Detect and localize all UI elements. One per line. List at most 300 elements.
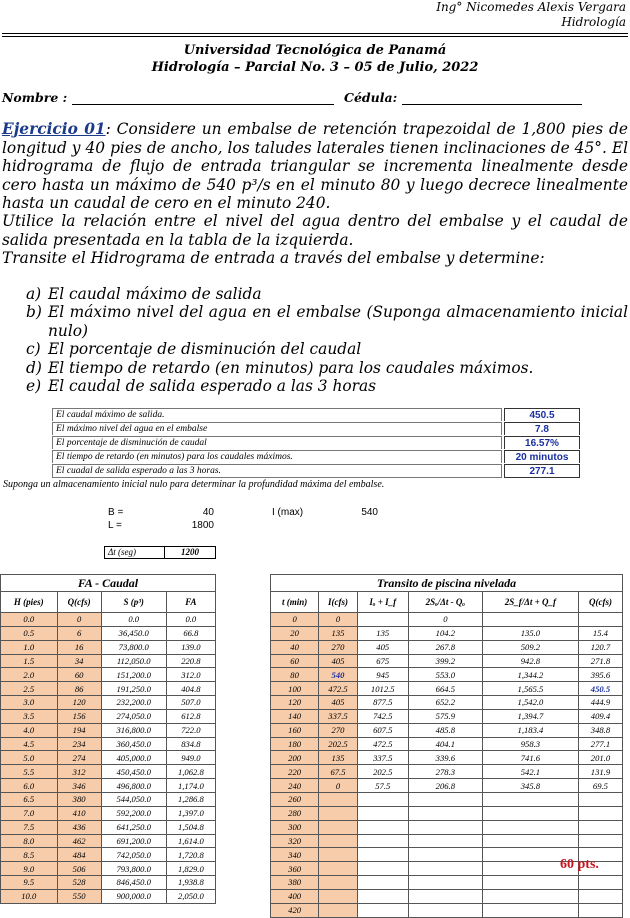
table-cell: 220 <box>271 765 319 779</box>
table-cell: 240 <box>271 779 319 793</box>
table-cell: 1,614.0 <box>166 834 215 848</box>
question-text: El porcentaje de disminución del caudal <box>48 340 362 359</box>
table-cell: 575.9 <box>408 709 482 723</box>
table-row <box>1 889 216 903</box>
table-row <box>271 723 623 737</box>
table-cell: 135 <box>357 626 408 640</box>
table-cell: 652.2 <box>408 696 482 710</box>
table-row <box>271 668 623 682</box>
table-cell: 267.8 <box>408 640 482 654</box>
table-cell: 220.8 <box>166 654 215 668</box>
table-cell <box>578 792 622 806</box>
table-cell <box>482 613 578 627</box>
table-cell: 360 <box>271 862 319 876</box>
table-row <box>1 682 216 696</box>
table-cell: 100 <box>271 682 319 696</box>
table-cell: 4.0 <box>1 723 58 737</box>
exercise-text-2: Utilice la relación entre el nivel del agua dentro del embalse y el caudal de salida presentada en la tabla de la izquierda. <box>2 212 628 249</box>
question-item <box>26 340 628 358</box>
table-row <box>271 792 623 806</box>
table-row <box>1 654 216 668</box>
table-cell <box>319 792 358 806</box>
table-cell <box>319 834 358 848</box>
fa-header-cell: H (pies) <box>1 592 58 613</box>
header-rule-bottom <box>2 36 628 37</box>
table-cell: 0.5 <box>1 626 58 640</box>
question-letter: d) <box>26 358 42 377</box>
table-cell: 675 <box>357 654 408 668</box>
table-cell: 592,200.0 <box>101 806 166 820</box>
table-cell: 156 <box>57 709 101 723</box>
table-cell <box>319 889 358 903</box>
question-letter: b) <box>26 303 42 322</box>
table-cell: 15.4 <box>578 626 622 640</box>
table-cell: 444.9 <box>578 696 622 710</box>
table-row <box>1 862 216 876</box>
table-cell: 104.2 <box>408 626 482 640</box>
table-cell: 404.8 <box>166 682 215 696</box>
result-label: El caudal máximo de salida. <box>52 408 502 421</box>
document-header <box>436 0 626 30</box>
table-row <box>1 792 216 806</box>
table-row <box>1 613 216 627</box>
table-cell: 484 <box>57 848 101 862</box>
table-cell: 2,050.0 <box>166 889 215 903</box>
table-cell: 405 <box>319 654 358 668</box>
table-cell: 400 <box>271 889 319 903</box>
question-text: El caudal de salida esperado a las 3 horas <box>48 377 377 396</box>
table-cell <box>357 613 408 627</box>
table-cell: 160 <box>271 723 319 737</box>
table-row <box>271 737 623 751</box>
table-cell: 958.3 <box>482 737 578 751</box>
table-cell: 607.5 <box>357 723 408 737</box>
table-cell: 450,450.0 <box>101 765 166 779</box>
table-cell <box>357 834 408 848</box>
table-cell: 509.2 <box>482 640 578 654</box>
table-cell: 346 <box>57 779 101 793</box>
table-cell: 0 <box>319 613 358 627</box>
table-cell: 528 <box>57 876 101 890</box>
table-cell: 345.8 <box>482 779 578 793</box>
table-cell: 202.5 <box>319 737 358 751</box>
table-cell: 140 <box>271 709 319 723</box>
table-cell: 542.1 <box>482 765 578 779</box>
table-cell: 337.5 <box>357 751 408 765</box>
table-cell: 139.0 <box>166 640 215 654</box>
question-letter: a) <box>26 285 42 303</box>
table-row <box>271 626 623 640</box>
table-row <box>1 723 216 737</box>
result-label: El cuadal de salida esperado a las 3 horas. <box>52 464 502 478</box>
table-cell: 877.5 <box>357 696 408 710</box>
table-cell <box>408 903 482 917</box>
table-cell: 191,250.0 <box>101 682 166 696</box>
table-cell <box>482 889 578 903</box>
table-cell: 409.4 <box>578 709 622 723</box>
table-cell: 16 <box>57 640 101 654</box>
table-cell: 339.6 <box>408 751 482 765</box>
table-cell: 1,286.8 <box>166 792 215 806</box>
table-row <box>1 668 216 682</box>
table-cell: 34 <box>57 654 101 668</box>
table-cell: 405,000.0 <box>101 751 166 765</box>
table-cell: 949.0 <box>166 751 215 765</box>
table-cell: 420 <box>271 903 319 917</box>
table-cell: 194 <box>57 723 101 737</box>
exam-title: Hidrología – Parcial No. 3 – 05 de Julio, 2022 <box>151 60 479 75</box>
table-row <box>1 751 216 765</box>
cedula-field <box>344 90 582 105</box>
fa-header-cell: Q(cfs) <box>57 592 101 613</box>
table-cell: 3.0 <box>1 696 58 710</box>
table-cell: 9.0 <box>1 862 58 876</box>
table-cell: 942.8 <box>482 654 578 668</box>
table-cell: 544,050.0 <box>101 792 166 806</box>
table-cell <box>578 889 622 903</box>
dt-value: 1200 <box>181 547 199 557</box>
table-cell: 69.5 <box>578 779 622 793</box>
table-row <box>1 848 216 862</box>
table-cell: 485.8 <box>408 723 482 737</box>
table-row <box>1 626 216 640</box>
table-cell: 4.5 <box>1 737 58 751</box>
table-row <box>1 806 216 820</box>
table-cell: 7.5 <box>1 820 58 834</box>
table-cell: 0 <box>271 613 319 627</box>
table-cell: 5.0 <box>1 751 58 765</box>
transit-table-title: Transito de piscina nivelada <box>271 575 623 592</box>
table-cell: 8.0 <box>1 834 58 848</box>
table-cell <box>357 862 408 876</box>
exercise-label: Ejercicio 01 <box>2 120 106 138</box>
table-cell: 1,174.0 <box>166 779 215 793</box>
nombre-blank <box>72 91 334 105</box>
table-cell: 73,800.0 <box>101 640 166 654</box>
table-cell: 10.0 <box>1 889 58 903</box>
table-row <box>1 834 216 848</box>
table-cell <box>408 834 482 848</box>
table-cell: 5.5 <box>1 765 58 779</box>
table-cell: 60 <box>57 668 101 682</box>
table-cell: 337.5 <box>319 709 358 723</box>
table-cell: 80 <box>271 668 319 682</box>
table-row <box>271 834 623 848</box>
table-cell: 312 <box>57 765 101 779</box>
result-value: 7.8 <box>504 422 580 435</box>
dt-label: Δt (seg) <box>105 547 165 558</box>
table-cell: 66.8 <box>166 626 215 640</box>
result-label: El máximo nivel del agua en el embalse <box>52 422 502 435</box>
table-cell: 60 <box>271 654 319 668</box>
table-cell <box>578 876 622 890</box>
table-row <box>1 709 216 723</box>
table-cell: 3.5 <box>1 709 58 723</box>
table-cell: 550 <box>57 889 101 903</box>
header-rule-top <box>2 33 628 34</box>
fa-table-title: FA - Caudal <box>1 575 216 592</box>
table-cell <box>319 876 358 890</box>
table-cell: 399.2 <box>408 654 482 668</box>
table-cell: 742,050.0 <box>101 848 166 862</box>
fa-caudal-table <box>0 574 216 904</box>
result-value: 16.57% <box>504 436 580 449</box>
table-cell <box>319 848 358 862</box>
table-cell: 450.5 <box>578 682 622 696</box>
table-cell: 540 <box>319 668 358 682</box>
table-cell: 722.0 <box>166 723 215 737</box>
table-cell <box>408 862 482 876</box>
table-cell <box>408 848 482 862</box>
table-cell <box>578 806 622 820</box>
table-cell: 1,829.0 <box>166 862 215 876</box>
nombre-label: Nombre : <box>2 90 68 105</box>
transit-header-cell: 2S_f/Δt + Q_f <box>482 592 578 613</box>
table-cell <box>482 903 578 917</box>
table-cell: 274 <box>57 751 101 765</box>
table-cell: 120 <box>271 696 319 710</box>
question-item <box>26 359 628 377</box>
table-row <box>1 737 216 751</box>
transit-header-cell: Iₒ + I_f <box>357 592 408 613</box>
result-value: 20 minutos <box>504 450 580 463</box>
table-cell: 6 <box>57 626 101 640</box>
table-cell: 410 <box>57 806 101 820</box>
table-cell: 793,800.0 <box>101 862 166 876</box>
table-cell <box>357 889 408 903</box>
table-cell: 232,200.0 <box>101 696 166 710</box>
table-cell: 270 <box>319 723 358 737</box>
table-cell <box>578 820 622 834</box>
table-cell: 900,000.0 <box>101 889 166 903</box>
table-cell: 405 <box>357 640 408 654</box>
table-cell: 20 <box>271 626 319 640</box>
table-cell: 380 <box>271 876 319 890</box>
table-row <box>271 751 623 765</box>
table-cell: 201.0 <box>578 751 622 765</box>
param-imax-label: I (max) <box>272 507 304 518</box>
table-cell: 300 <box>271 820 319 834</box>
result-value: 450.5 <box>504 408 580 421</box>
question-text: El máximo nivel del agua en el embalse (Suponga almacenamiento inicial nulo) <box>48 303 628 340</box>
table-cell: 312.0 <box>166 668 215 682</box>
table-cell: 496,800.0 <box>101 779 166 793</box>
table-cell: 742.5 <box>357 709 408 723</box>
table-cell: 234 <box>57 737 101 751</box>
table-cell <box>482 876 578 890</box>
table-row <box>271 613 623 627</box>
table-cell <box>408 889 482 903</box>
table-cell: 641,250.0 <box>101 820 166 834</box>
table-cell <box>319 903 358 917</box>
result-value: 277.1 <box>504 464 580 478</box>
table-row <box>271 889 623 903</box>
table-row <box>1 820 216 834</box>
table-cell: 436 <box>57 820 101 834</box>
table-cell <box>408 806 482 820</box>
table-cell: 86 <box>57 682 101 696</box>
table-cell: 1,183.4 <box>482 723 578 737</box>
table-row <box>1 876 216 890</box>
table-cell: 320 <box>271 834 319 848</box>
table-cell <box>578 613 622 627</box>
transit-header-cell: I(cfs) <box>319 592 358 613</box>
table-cell <box>319 820 358 834</box>
dt-box <box>104 546 216 559</box>
table-cell: 2.0 <box>1 668 58 682</box>
cedula-label: Cédula: <box>344 90 398 105</box>
result-label: El porcentaje de disminución de caudal <box>52 436 502 449</box>
table-cell: 404.1 <box>408 737 482 751</box>
table-cell: 0.0 <box>166 613 215 627</box>
question-item <box>26 285 628 303</box>
table-cell <box>482 834 578 848</box>
table-cell: 834.8 <box>166 737 215 751</box>
table-row <box>271 654 623 668</box>
table-row <box>271 806 623 820</box>
table-cell <box>408 820 482 834</box>
points-label: 60 pts. <box>560 857 599 872</box>
subject-name: Hidrología <box>561 15 626 29</box>
param-imax-value: 540 <box>361 507 378 518</box>
table-cell: 1,542.0 <box>482 696 578 710</box>
table-cell: 271.8 <box>578 654 622 668</box>
table-row <box>271 765 623 779</box>
table-row <box>271 696 623 710</box>
table-cell: 472.5 <box>319 682 358 696</box>
table-cell: 206.8 <box>408 779 482 793</box>
nombre-field <box>2 90 334 105</box>
table-cell: 135 <box>319 751 358 765</box>
table-cell: 1,062.8 <box>166 765 215 779</box>
transit-header-cell: 2Sₒ/Δt - Qₒ <box>408 592 482 613</box>
university-title: Universidad Tecnológica de Panamá <box>183 43 447 58</box>
table-cell: 6.5 <box>1 792 58 806</box>
table-row <box>271 779 623 793</box>
table-row <box>271 709 623 723</box>
table-cell <box>482 792 578 806</box>
table-cell: 691,200.0 <box>101 834 166 848</box>
table-cell <box>408 876 482 890</box>
table-cell: 1012.5 <box>357 682 408 696</box>
table-row <box>271 820 623 834</box>
table-cell: 462 <box>57 834 101 848</box>
table-cell: 1,344.2 <box>482 668 578 682</box>
result-label: El tiempo de retardo (en minutos) para los caudales máximos. <box>52 450 502 463</box>
table-row <box>1 765 216 779</box>
table-row <box>1 640 216 654</box>
author-name: Ing° Nicomedes Alexis Vergara <box>436 0 626 14</box>
table-cell <box>578 834 622 848</box>
table-cell: 741.6 <box>482 751 578 765</box>
table-cell <box>408 792 482 806</box>
table-cell <box>482 806 578 820</box>
table-row <box>1 696 216 710</box>
transit-header-cell: t (min) <box>271 592 319 613</box>
question-list <box>26 285 628 395</box>
table-cell <box>357 876 408 890</box>
table-cell: 472.5 <box>357 737 408 751</box>
table-cell: 277.1 <box>578 737 622 751</box>
table-cell: 270 <box>319 640 358 654</box>
param-b-label: B = <box>108 507 124 518</box>
table-cell <box>319 862 358 876</box>
table-cell: 340 <box>271 848 319 862</box>
exercise-text: : Considere un embalse de retención trapezoidal de 1,800 pies de longitud y 40 pies de ancho, los taludes laterales tienen inclinaciones de 45°. El hidrograma de flujo de entrada triangular se incrementa linealmente desde cero hasta un máximo de 540 p³/s en el minuto 80 y luego decrece linealmente hasta un caudal de cero en el minuto 240. <box>2 120 628 213</box>
table-cell: 112,050.0 <box>101 654 166 668</box>
transit-header-cell: Q(cfs) <box>578 592 622 613</box>
table-cell: 553.0 <box>408 668 482 682</box>
table-cell: 945 <box>357 668 408 682</box>
table-row <box>271 876 623 890</box>
table-cell <box>482 820 578 834</box>
table-cell: 612.8 <box>166 709 215 723</box>
table-cell: 8.5 <box>1 848 58 862</box>
table-cell: 846,450.0 <box>101 876 166 890</box>
table-row <box>271 903 623 917</box>
table-cell: 40 <box>271 640 319 654</box>
question-item <box>26 303 628 340</box>
param-l-label: L = <box>108 520 122 531</box>
table-cell: 1,565.5 <box>482 682 578 696</box>
table-cell: 151,200.0 <box>101 668 166 682</box>
table-cell: 316,800.0 <box>101 723 166 737</box>
table-cell: 9.5 <box>1 876 58 890</box>
fa-header-cell: S (p³) <box>101 592 166 613</box>
table-cell: 260 <box>271 792 319 806</box>
table-cell: 1,720.8 <box>166 848 215 862</box>
table-cell <box>319 806 358 820</box>
table-cell: 135.0 <box>482 626 578 640</box>
table-cell: 7.0 <box>1 806 58 820</box>
table-cell: 200 <box>271 751 319 765</box>
table-cell: 0 <box>408 613 482 627</box>
table-row <box>271 640 623 654</box>
exercise-text-3: Transite el Hidrograma de entrada a través del embalse y determine: <box>2 249 545 267</box>
table-cell: 280 <box>271 806 319 820</box>
table-cell: 120.7 <box>578 640 622 654</box>
table-cell: 405 <box>319 696 358 710</box>
table-cell: 0.0 <box>101 613 166 627</box>
table-cell <box>357 903 408 917</box>
fa-header-cell: FA <box>166 592 215 613</box>
table-cell: 6.0 <box>1 779 58 793</box>
table-cell: 202.5 <box>357 765 408 779</box>
table-cell: 131.9 <box>578 765 622 779</box>
table-cell: 36,450.0 <box>101 626 166 640</box>
question-letter: e) <box>26 377 42 396</box>
param-b-value: 40 <box>202 507 214 518</box>
assumption-note: Suponga un almacenamiento inicial nulo para determinar la profundidad máxima del embalse. <box>3 479 385 490</box>
table-cell <box>357 820 408 834</box>
table-cell: 395.6 <box>578 668 622 682</box>
table-cell: 1,504.8 <box>166 820 215 834</box>
table-cell: 1,394.7 <box>482 709 578 723</box>
table-cell: 1,938.8 <box>166 876 215 890</box>
table-cell: 664.5 <box>408 682 482 696</box>
question-text: El tiempo de retardo (en minutos) para los caudales máximos. <box>48 358 534 377</box>
table-cell: 274,050.0 <box>101 709 166 723</box>
table-cell: 360,450.0 <box>101 737 166 751</box>
table-cell: 120 <box>57 696 101 710</box>
table-row <box>271 682 623 696</box>
question-text: El caudal máximo de salida <box>48 285 262 303</box>
table-cell: 57.5 <box>357 779 408 793</box>
table-cell: 1.5 <box>1 654 58 668</box>
table-cell: 0 <box>319 779 358 793</box>
table-cell: 0.0 <box>1 613 58 627</box>
table-cell: 1,397.0 <box>166 806 215 820</box>
